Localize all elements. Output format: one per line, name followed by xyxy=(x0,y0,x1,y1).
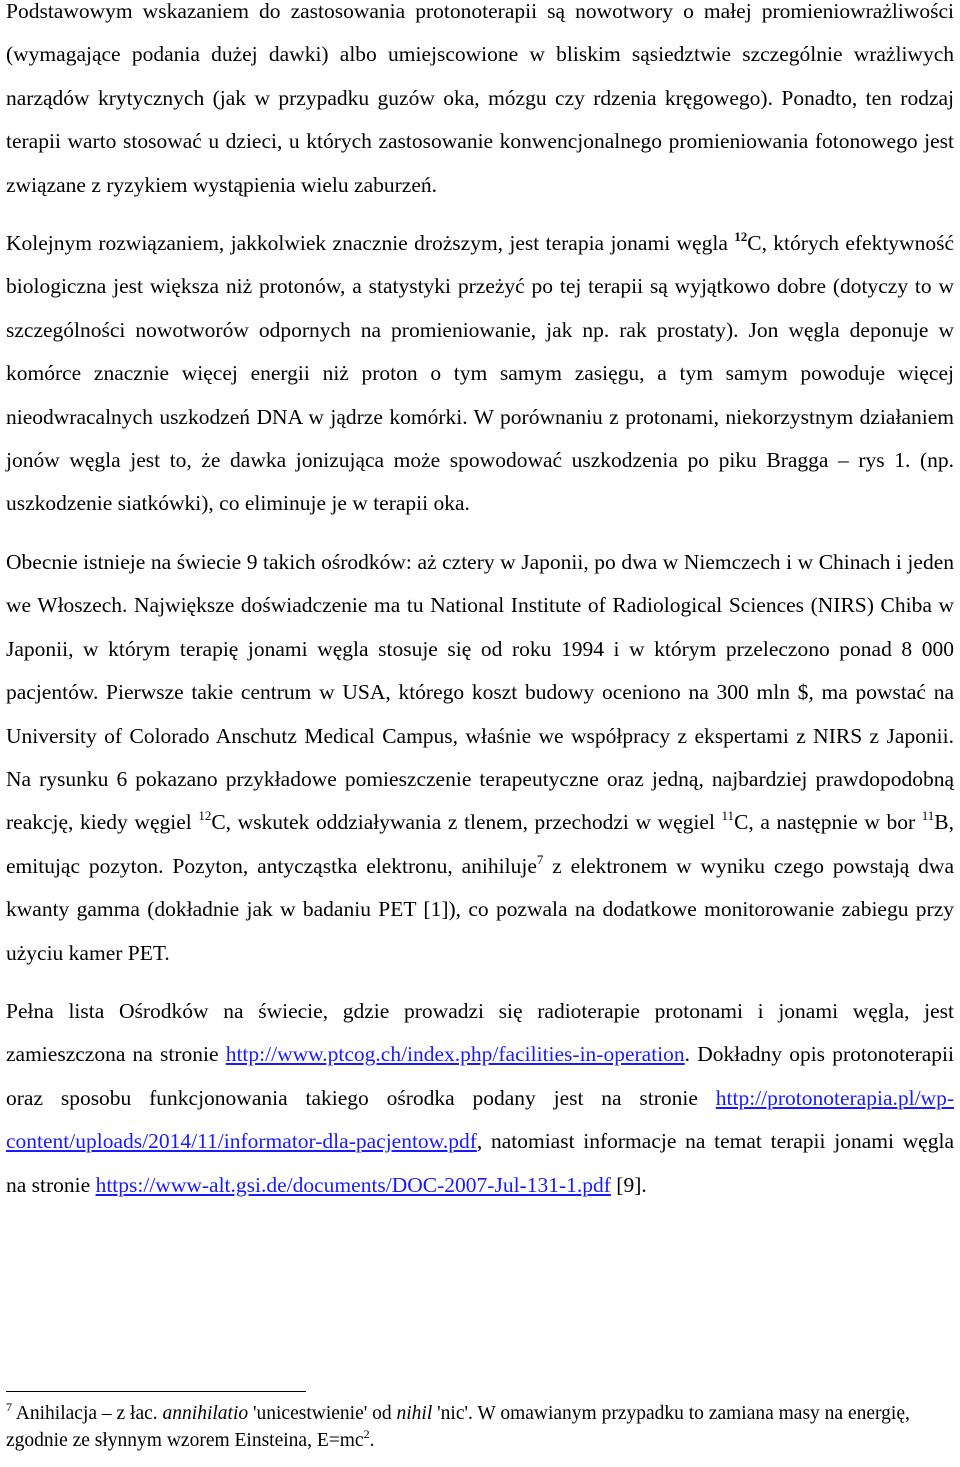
paragraph-world-centers xyxy=(6,541,954,975)
paragraph-text: . Dokładny opis protonoterapii oraz sposobu funkcjonowania takiego ośrodka podany jest na stronie xyxy=(6,1042,955,1110)
footnote-text: 'unicestwienie' od xyxy=(248,1403,397,1424)
paragraph-text: Kolejnym rozwiązaniem, jakkolwiek znacznie droższym, jest terapia jonami węgla xyxy=(6,231,735,256)
paragraph-links xyxy=(6,990,954,1207)
paragraph-gap xyxy=(6,207,954,222)
isotope-mass-number: 11 xyxy=(721,808,735,824)
isotope-mass-number: 12 xyxy=(198,808,212,824)
ptcog-facilities-link[interactable]: http://www.ptcog.ch/index.php/facilities-in-operation xyxy=(225,1042,685,1067)
footnote-latin-term: nihil xyxy=(396,1403,433,1424)
paragraph-text: C, a następnie w bor xyxy=(734,810,922,835)
footnote-text: . xyxy=(369,1430,375,1451)
paragraph-gap xyxy=(6,526,954,541)
paragraph-text: [9]. xyxy=(610,1172,647,1197)
paragraph-text: C, wskutek oddziaływania z tlenem, przechodzi w węgiel xyxy=(211,810,722,835)
footnote-separator xyxy=(6,1391,306,1392)
paragraph-gap xyxy=(6,975,954,990)
paragraph-text: Obecnie istnieje na świecie 9 takich ośrodków: aż cztery w Japonii, po dwa w Niemczech i w Chinach i jeden we Włoszech. Największe doświadczenie ma tu National Institute of Radiological Sciences (NIRS) Chiba w Japonii, w którym terapię jonami węgla stosuje się od roku 1994 i w którym przeleczono ponad 8 000 pacjentów. Pierwsze takie centrum w USA, którego koszt budowy oceniono na 300 mln $, ma powstać na University of Colorado Anschutz Medical Campus, właśnie we współpracy z ekspertami z NIRS z Japonii. Na rysunku 6 pokazano przykładowe pomieszczenie terapeutyczne oraz jedną, najbardziej prawdopodobną reakcję, kiedy węgiel xyxy=(6,549,954,835)
paragraph-text: z elektronem w wyniku czego powstają dwa kwanty gamma (dokładnie jak w badaniu PET [1]), co pozwala na dodatkowe monitorowanie zabiegu przy użyciu kamer PET. xyxy=(6,853,954,965)
formula-exponent: 2 xyxy=(363,1426,370,1441)
paragraph-text: C, których efektywność biologiczna jest większa niż protonów, a statystyki przeżyć po tej terapii są wyjątkowo dobre (dotyczy to w szczególności nowotworów odpornych na promieniowanie, jak np. rak prostaty). Jon węgla deponuje w komórce znacznie więcej energii niż proton o tym samym zasięgu, a tym samym powoduje więcej nieodwracalnych uszkodzeń DNA w jądrze komórki. W porównaniu z protonami, niekorzystnym działaniem jonów węgla jest to, że dawka jonizująca może spowodować uszkodzenia po piku Bragga – rys 1. (np. uszkodzenie siatkówki), co eliminuje je w terapii oka. xyxy=(6,231,954,516)
footnote-number: 7 xyxy=(6,1399,12,1414)
footnote-latin-term: annihilatio xyxy=(162,1403,249,1424)
paragraph-text: Podstawowym wskazaniem do zastosowania protonoterapii są nowotwory o małej promieniowrażliwości (wymagające podania dużej dawki) albo umiejscowione w bliskim sąsiedztwie szczególnie wrażliwych narządów krytycznych (jak w przypadku guzów oka, mózgu czy rdzenia kręgowego). Ponadto, ten rodzaj terapii warto stosować u dzieci, u których zastosowanie konwencjonalnego promieniowania fotonowego jest związane z ryzykiem wystąpienia wielu zaburzeń. xyxy=(6,0,954,197)
paragraph-carbon-ion-therapy xyxy=(6,222,954,526)
footnote-reference[interactable]: 7 xyxy=(536,851,544,867)
paragraph-text: , natomiast informacje na temat terapii jonami węgla na stronie xyxy=(6,1129,954,1197)
footnote-text: 'nic'. W omawianym przypadku to zamiana masy na energię, zgodnie ze słynnym wzorem Einsteina, E=mc xyxy=(6,1403,910,1451)
isotope-mass-number: 12 xyxy=(734,228,748,244)
paragraph-text: Pełna lista Ośrodków na świecie, gdzie prowadzi się radioterapie protonami i jonami węgla, jest zamieszczona na stronie xyxy=(6,998,954,1067)
footnote xyxy=(6,1400,954,1454)
footnote-text: Anihilacja – z łac. xyxy=(12,1403,163,1424)
paragraph-text: B, emitując pozyton. Pozyton, antycząstka elektronu, anihiluje xyxy=(6,810,954,878)
isotope-mass-number: 11 xyxy=(921,808,935,824)
protonoterapia-informator-link[interactable]: http://protonoterapia.pl/wp-content/uploads/2014/11/informator-dla-pacjentow.pdf xyxy=(6,1085,954,1154)
paragraph-indications xyxy=(6,0,954,207)
gsi-document-link[interactable]: https://www-alt.gsi.de/documents/DOC-2007-Jul-131-1.pdf xyxy=(95,1172,611,1197)
